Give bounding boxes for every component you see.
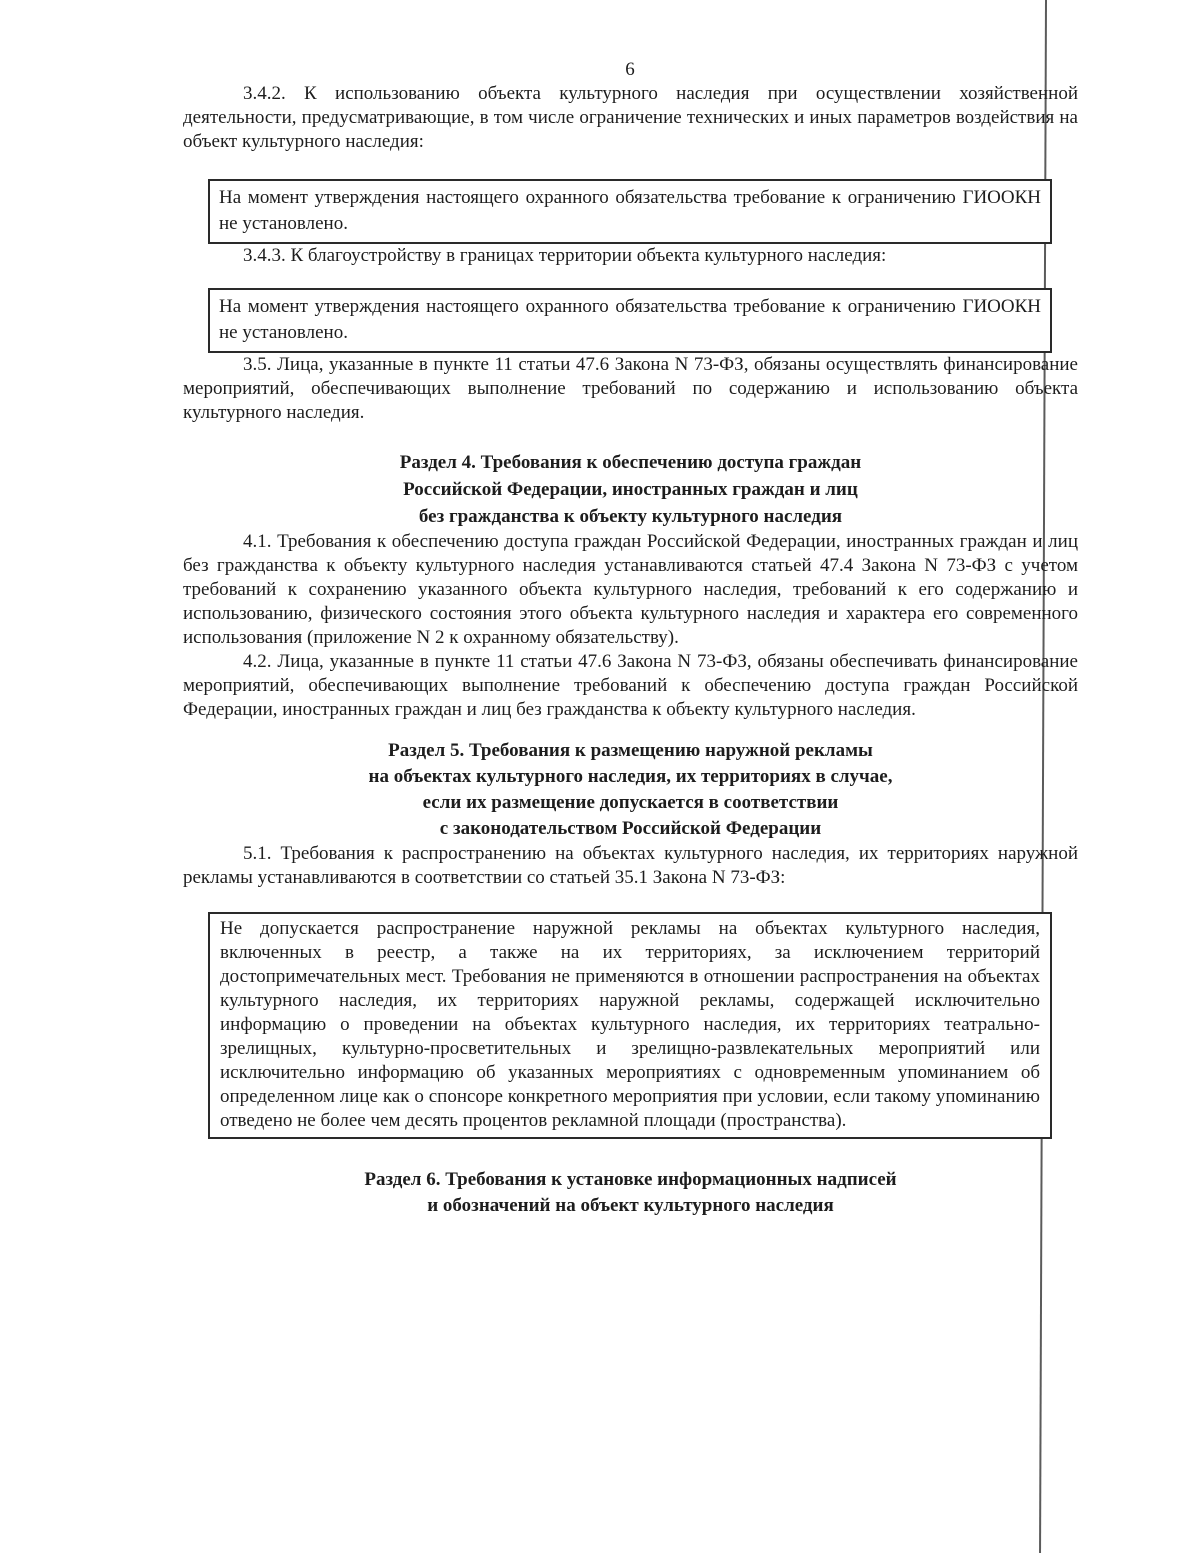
paragraph-3-4-3: 3.4.3. К благоустройству в границах территории объекта культурного наследия:: [243, 245, 887, 266]
paragraph-4-1: 4.1. Требования к обеспечению доступа граждан Российской Федерации, иностранных граждан и лиц без гражданства к объекту культурного наследия устанавливаются статьей 47.4 Закона N 73-ФЗ с учетом требований к сохранению указанного объекта культурного наследия, требований к его содержанию и использованию, физического состояния этого объекта культурного наследия и характера его современного использования (приложение N 2 к охранному обязательству).: [183, 531, 1078, 648]
section-4-heading: [183, 449, 1078, 530]
requirement-box-advertising-text: Не допускается распространение наружной рекламы на объектах культурного наследия, включенных в реестр, а также на их территориях, за исключением территорий достопримечательных мест. Требования не применяются в отношении распространения на объектах культурного наследия, их территориях наружной рекламы, содержащей исключительно информацию о проведении на объектах культурного наследия, их территориях театрально-зрелищных, культурно-просветительных и зрелищно-развлекательных мероприятий или исключительно информацию об указанных мероприятиях с одновременным упоминанием об определенном лице как о спонсоре конкретного мероприятия при условии, если такому упоминанию отведено не более чем десять процентов рекламной площади (пространства).: [220, 918, 1040, 1131]
section-5-heading-line-4: с законодательством Российской Федерации: [439, 818, 822, 839]
section-5-heading: [183, 738, 1078, 842]
section-5-heading-line-3: если их размещение допускается в соответствии: [422, 792, 839, 813]
paragraph-4-2: 4.2. Лица, указанные в пункте 11 статьи 47.6 Закона N 73-ФЗ, обязаны обеспечивать финансирование мероприятий, обеспечивающих выполнение требований к обеспечению доступа граждан Российской Федерации, иностранных граждан и лиц без гражданства к объекту культурного наследия.: [183, 651, 1078, 720]
paragraph-3-5: 3.5. Лица, указанные в пункте 11 статьи 47.6 Закона N 73-ФЗ, обязаны осуществлять финансирование мероприятий, обеспечивающих выполнение требований по содержанию и использованию объекта культурного наследия.: [183, 354, 1078, 423]
page-number: 6: [625, 59, 636, 80]
requirement-box-giookn-1: [208, 179, 1052, 244]
section-4-heading-line-3: без гражданства к объекту культурного наследия: [418, 506, 843, 527]
section-4-heading-line-1: Раздел 4. Требования к обеспечению доступа граждан: [399, 452, 862, 473]
requirement-box-advertising: [208, 912, 1052, 1139]
paragraph-5-1: 5.1. Требования к распространению на объектах культурного наследия, их территориях наружной рекламы устанавливаются в соответствии со статьей 35.1 Закона N 73-ФЗ:: [183, 843, 1078, 888]
section-5-heading-line-2: на объектах культурного наследия, их территориях в случае,: [368, 766, 893, 787]
requirement-box-giookn-2-text: На момент утверждения настоящего охранного обязательства требование к ограничению ГИООКН не установлено.: [219, 296, 1041, 343]
section-5-heading-line-1: Раздел 5. Требования к размещению наружной рекламы: [388, 740, 873, 761]
page-content: [183, 0, 1078, 1219]
requirement-box-giookn-1-text: На момент утверждения настоящего охранного обязательства требование к ограничению ГИООКН не установлено.: [219, 187, 1041, 234]
paragraph-3-4-2: 3.4.2. К использованию объекта культурного наследия при осуществлении хозяйственной деятельности, предусматривающие, в том числе ограничение технических и иных параметров воздействия на объект культурного наследия:: [183, 83, 1078, 152]
section-6-heading-line-1: Раздел 6. Требования к установке информационных надписей: [364, 1169, 897, 1190]
section-6-heading-line-2: и обозначений на объект культурного наследия: [427, 1195, 834, 1216]
section-6-heading: [183, 1167, 1078, 1219]
requirement-box-giookn-2: [208, 288, 1052, 353]
section-4-heading-line-2: Российской Федерации, иностранных граждан и лиц: [403, 479, 858, 500]
